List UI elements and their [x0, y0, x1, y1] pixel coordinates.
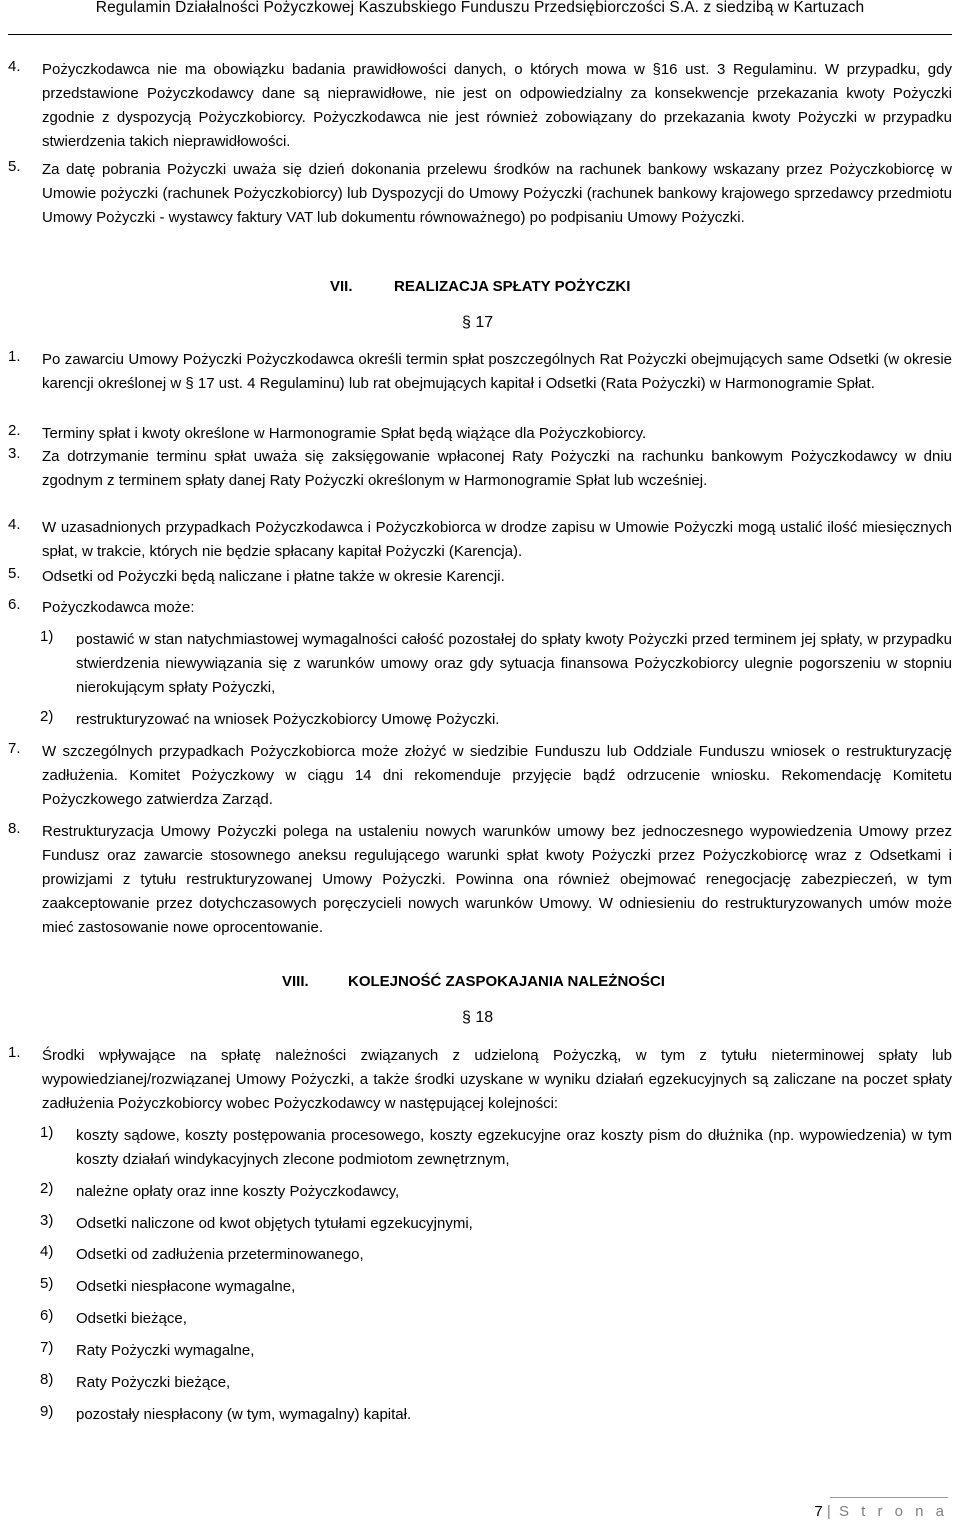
- item-text: Po zawarciu Umowy Pożyczki Pożyczkodawca określi termin spłat poszczególnych Rat Pożyczki obejmujących same Odsetki (w okresie karencji określonej w § 17 ust. 4 Regulaminu) lub rat obejmujących kapitał i Odsetki (Rata Pożyczki) w Harmonogramie Spłat.: [42, 351, 952, 392]
- paragraph-number-18: § 18: [462, 1009, 494, 1026]
- sub-item-number: 2): [40, 708, 54, 725]
- sub-list-item: [40, 708, 952, 732]
- item-number: 2.: [8, 422, 21, 439]
- list-item: [8, 158, 952, 230]
- item-text: Pożyczkodawca nie ma obowiązku badania prawidłowości danych, o których mowa w §16 ust. 3 Regulaminu. W przypadku, gdy przedstawione Pożyczkodawcy dane są nieprawidłowe, nie jest on odpowiedzialny za konsekwencje przekazania kwoty Pożyczki zgodnie z dyspozycją Pożyczkobiorcy. Pożyczkodawca nie jest również zobowiązany do przekazania kwoty Pożyczki w przypadku stwierdzenia takich nieprawidłowości.: [42, 61, 952, 150]
- page-separator: |: [826, 1503, 835, 1520]
- section-title-8: KOLEJNOŚĆ ZASPOKAJANIA NALEŻNOŚCI: [348, 973, 665, 990]
- item-text: Terminy spłat i kwoty określone w Harmonogramie Spłat będą wiążące dla Pożyczkobiorcy.: [42, 425, 647, 442]
- page-footer: [814, 1503, 948, 1520]
- list-item: [8, 348, 952, 396]
- list-item: [8, 820, 952, 940]
- item-text: Za datę pobrania Pożyczki uważa się dzień dokonania przelewu środków na rachunek bankowy wskazany przez Pożyczkobiorcę w Umowie pożyczki (rachunek Pożyczkobiorcy) lub Dyspozycji do Umowy Pożyczki (rachunek bankowy krajowego sprzedawcy przedmiotu Umowy Pożyczki - wystawcy faktury VAT lub dokumentu równoważnego) po podpisaniu Umowy Pożyczki.: [42, 161, 952, 226]
- item-text: W uzasadnionych przypadkach Pożyczkodawca i Pożyczkobiorca w drodze zapisu w Umowie Pożyczki mogą ustalić ilość miesięcznych spłat, w trakcie, których nie będzie spłacany kapitał Pożyczki (Karencja).: [42, 519, 952, 560]
- sub-item-text: restrukturyzować na wniosek Pożyczkobiorcy Umowę Pożyczki.: [76, 711, 500, 728]
- sub-item-text: Odsetki naliczone od kwot objętych tytułami egzekucyjnymi,: [76, 1215, 473, 1232]
- item-text: Środki wpływające na spłatę należności związanych z udzieloną Pożyczką, w tym z tytułu nieterminowej spłaty lub wypowiedzianej/rozwiązanej Umowy Pożyczki, a także środki uzyskane w wyniku działań egzekucyjnych są zaliczane na poczet spłaty zadłużenia Pożyczkobiorcy wobec Pożyczkodawcy w następującej kolejności:: [42, 1047, 952, 1112]
- sub-item-text: Odsetki bieżące,: [76, 1310, 187, 1327]
- sub-list-item: [40, 1212, 952, 1236]
- list-item: [8, 422, 952, 446]
- item-number: 1.: [8, 1044, 21, 1061]
- sub-item-number: 2): [40, 1180, 54, 1197]
- sub-item-text: Odsetki od zadłużenia przeterminowanego,: [76, 1246, 364, 1263]
- item-number: 5.: [8, 158, 21, 175]
- item-text: Odsetki od Pożyczki będą naliczane i płatne także w okresie Karencji.: [42, 568, 505, 585]
- item-number: 5.: [8, 565, 21, 582]
- sub-item-number: 1): [40, 1124, 54, 1141]
- sub-item-text: postawić w stan natychmiastowej wymagalności całość pozostałej do spłaty kwoty Pożyczki przed terminem jej spłaty, w przypadku stwierdzenia niewywiązania się z warunków umowy oraz gdy sytuacja finansowa Pożyczkobiorcy ulegnie pogorszeniu w stopniu nierokującym spłaty Pożyczki,: [76, 631, 952, 696]
- sub-list-item: [40, 1403, 952, 1427]
- list-item: [8, 58, 952, 154]
- sub-item-text: Raty Pożyczki wymagalne,: [76, 1342, 255, 1359]
- item-text: Pożyczkodawca może:: [42, 599, 195, 616]
- item-text: Za dotrzymanie terminu spłat uważa się zaksięgowanie wpłaconej Raty Pożyczki na rachunku bankowym Pożyczkodawcy w dniu zgodnym z terminem spłaty danej Raty Pożyczki określonym w Harmonogramie Spłat lub wcześniej.: [42, 448, 952, 489]
- running-header: [0, 0, 960, 38]
- header-title: Regulamin Działalności Pożyczkowej Kaszubskiego Funduszu Przedsiębiorczości S.A. z siedzibą w Kartuzach: [95, 0, 865, 16]
- item-number: 4.: [8, 58, 21, 75]
- sub-list-item: [40, 1339, 952, 1363]
- list-item: [8, 565, 952, 589]
- item-number: 7.: [8, 740, 21, 757]
- sub-item-text: należne opłaty oraz inne koszty Pożyczkodawcy,: [76, 1183, 400, 1200]
- section-roman-8: VIII.: [282, 973, 309, 990]
- sub-item-text: pozostały niespłacony (w tym, wymagalny) kapitał.: [76, 1406, 412, 1423]
- section-roman-7: VII.: [330, 278, 353, 295]
- sub-item-number: 4): [40, 1243, 54, 1260]
- sub-list-item: [40, 1243, 952, 1267]
- page-label: S t r o n a: [838, 1503, 948, 1520]
- sub-list-item: [40, 1307, 952, 1331]
- list-item: [8, 596, 952, 620]
- sub-item-number: 7): [40, 1339, 54, 1356]
- item-number: 8.: [8, 820, 21, 837]
- footer-rule: [830, 1497, 948, 1498]
- sub-list-item: [40, 628, 952, 700]
- sub-item-number: 5): [40, 1275, 54, 1292]
- sub-list-item: [40, 1124, 952, 1172]
- sub-item-text: koszty sądowe, koszty postępowania procesowego, koszty egzekucyjne oraz koszty pism do dłużnika (np. wypowiedzenia) w tym koszty działań windykacyjnych zlecone podmiotom zewnętrznym,: [76, 1127, 952, 1168]
- sub-item-number: 1): [40, 628, 54, 645]
- sub-list-item: [40, 1275, 952, 1299]
- item-text: Restrukturyzacja Umowy Pożyczki polega na ustaleniu nowych warunków umowy bez jednoczesnego wypowiedzenia Umowy przez Fundusz oraz zawarcie stosownego aneksu regulującego warunki spłat kwoty Pożyczki przez Pożyczkobiorcę wraz z Odsetkami i prowizjami z tytułu restrukturyzowanej Umowy Pożyczki. Powinna ona również obejmować renegocjację zabezpieczeń, w tym zaakceptowanie przez dotychczasowych poręczycieli nowych warunków Umowy. W odniesieniu do restrukturyzowanych umów może mieć zastosowanie nowe oprocentowanie.: [42, 823, 952, 936]
- sub-list-item: [40, 1180, 952, 1204]
- sub-list-item: [40, 1371, 952, 1395]
- item-text: W szczególnych przypadkach Pożyczkobiorca może złożyć w siedzibie Funduszu lub Oddziale Funduszu wniosek o restrukturyzację zadłużenia. Komitet Pożyczkowy w ciągu 14 dni rekomenduje przyjęcie bądź odrzucenie wniosku. Rekomendację Komitetu Pożyczkowego zatwierdza Zarząd.: [42, 743, 952, 808]
- item-number: 3.: [8, 445, 21, 462]
- sub-item-text: Odsetki niespłacone wymagalne,: [76, 1278, 296, 1295]
- item-number: 1.: [8, 348, 21, 365]
- sub-item-number: 8): [40, 1371, 54, 1388]
- item-number: 4.: [8, 516, 21, 533]
- item-number: 6.: [8, 596, 21, 613]
- header-rule: [8, 34, 952, 35]
- sub-item-number: 3): [40, 1212, 54, 1229]
- sub-item-number: 9): [40, 1403, 54, 1420]
- list-item: [8, 1044, 952, 1116]
- list-item: [8, 740, 952, 812]
- list-item: [8, 516, 952, 564]
- sub-item-number: 6): [40, 1307, 54, 1324]
- list-item: [8, 445, 952, 493]
- paragraph-number-17: § 17: [462, 314, 494, 331]
- page-number: 7: [814, 1503, 823, 1520]
- section-title-7: REALIZACJA SPŁATY POŻYCZKI: [394, 278, 631, 295]
- sub-item-text: Raty Pożyczki bieżące,: [76, 1374, 231, 1391]
